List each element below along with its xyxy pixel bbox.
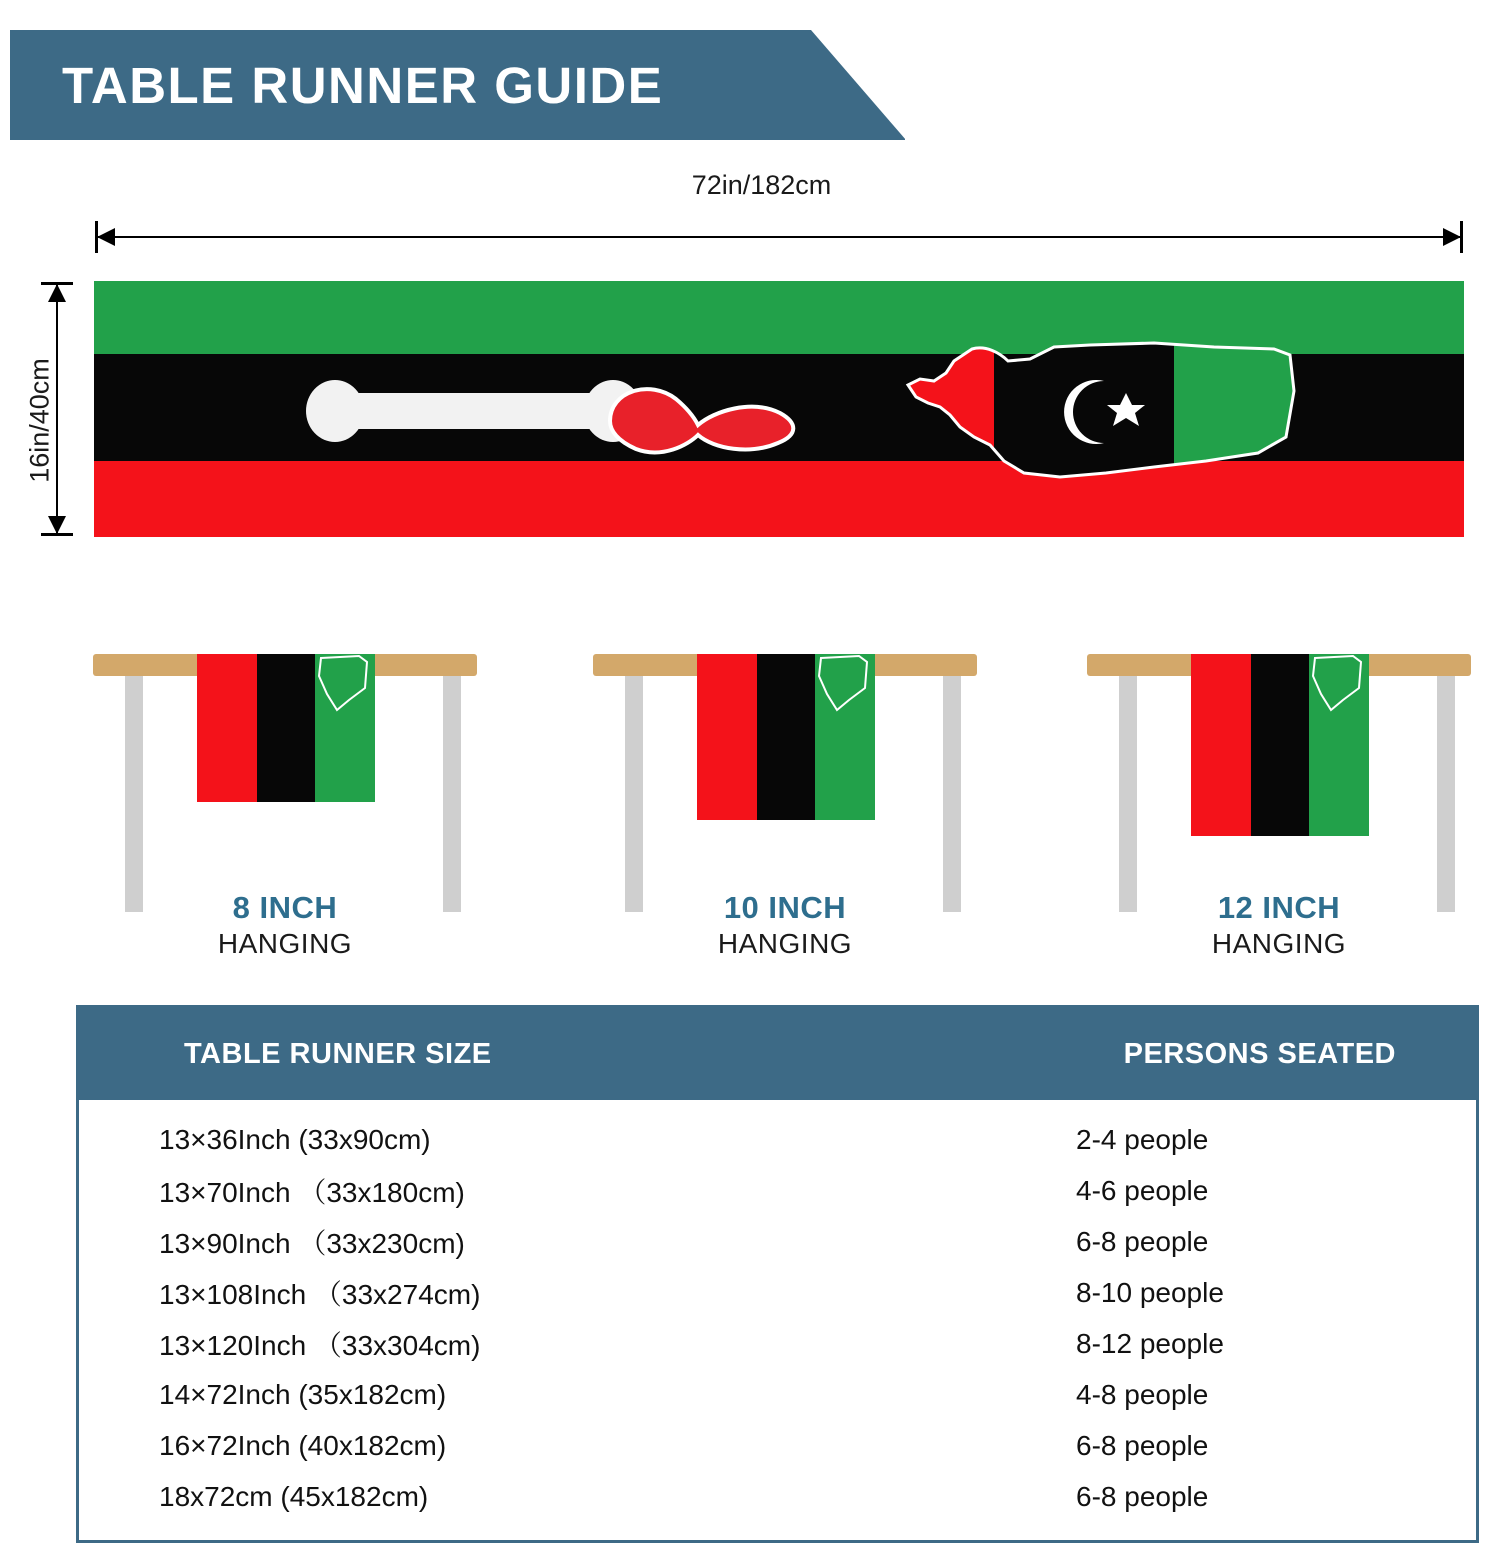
bone-icon xyxy=(324,393,624,429)
cell-size: 13×70Inch （33x180cm) xyxy=(159,1176,465,1208)
table-runner-preview xyxy=(94,281,1464,537)
table-row xyxy=(79,1114,1476,1165)
arrow-tip-right xyxy=(1443,228,1461,246)
arrow-tip-bottom xyxy=(48,516,66,534)
flag-stripe-red xyxy=(197,654,257,802)
table-body xyxy=(79,1100,1476,1540)
table-leg-right xyxy=(943,676,961,912)
arrow-tip-left xyxy=(97,228,115,246)
hanging-label xyxy=(93,890,477,960)
libya-map-flag-icon xyxy=(854,341,1304,481)
cell-size: 13×120Inch （33x304cm) xyxy=(159,1329,481,1361)
runner-flag-preview xyxy=(1191,654,1369,836)
cell-size: 13×108Inch （33x274cm) xyxy=(159,1278,481,1310)
cell-persons: 6-8 people xyxy=(1076,1429,1209,1461)
cell-size: 14×72Inch (35x182cm) xyxy=(159,1378,447,1410)
table-leg-left xyxy=(125,676,143,912)
cell-persons: 6-8 people xyxy=(1076,1480,1209,1512)
table-row xyxy=(79,1318,1476,1369)
column-header-persons: PERSONS SEATED xyxy=(1123,1037,1396,1070)
cell-persons: 6-8 people xyxy=(1076,1225,1209,1257)
table-header-row xyxy=(79,1008,1476,1100)
hanging-sub-label: HANGING xyxy=(717,928,853,959)
runner-flag-preview xyxy=(697,654,875,820)
table-leg-right xyxy=(1437,676,1455,912)
table-leg-left xyxy=(1119,676,1137,912)
table-leg-left xyxy=(625,676,643,912)
table-row xyxy=(79,1420,1476,1471)
cell-size: 13×90Inch （33x230cm) xyxy=(159,1227,465,1259)
cell-size: 18x72cm (45x182cm) xyxy=(159,1480,429,1512)
hanging-sub-label: HANGING xyxy=(1211,928,1347,959)
flag-stripe-black xyxy=(1251,654,1310,836)
cell-size: 16×72Inch (40x182cm) xyxy=(159,1429,447,1461)
table-leg-right xyxy=(443,676,461,912)
width-dimension-label xyxy=(0,170,1493,201)
arrow-tip-top xyxy=(48,284,66,302)
cell-size: 13×36Inch (33x90cm) xyxy=(159,1123,431,1155)
table-row xyxy=(79,1267,1476,1318)
hanging-label xyxy=(1087,890,1471,960)
flag-stripe-black xyxy=(757,654,816,820)
cell-persons: 8-10 people xyxy=(1076,1276,1224,1308)
header-banner xyxy=(10,30,905,140)
libya-map-icon xyxy=(1309,654,1365,716)
width-dimension-arrow xyxy=(95,236,1463,238)
hanging-label xyxy=(593,890,977,960)
width-dimension-text: 72in/182cm xyxy=(691,170,832,200)
cell-persons: 2-4 people xyxy=(1076,1123,1209,1155)
height-dimension-arrow xyxy=(56,282,58,536)
page-title: TABLE RUNNER GUIDE xyxy=(62,56,664,114)
heart-icon xyxy=(602,373,802,473)
hanging-size-label: 10 INCH xyxy=(723,890,847,925)
cell-persons: 4-8 people xyxy=(1076,1378,1209,1410)
cell-persons: 8-12 people xyxy=(1076,1327,1224,1359)
flag-stripe-red xyxy=(697,654,757,820)
size-chart-table xyxy=(76,1005,1479,1543)
runner-flag-preview xyxy=(197,654,375,802)
libya-map-icon xyxy=(815,654,871,716)
libya-map-icon xyxy=(315,654,371,716)
cell-persons: 4-6 people xyxy=(1076,1174,1209,1206)
height-dimension-text: 16in/40cm xyxy=(24,358,55,483)
table-row xyxy=(79,1471,1476,1522)
hanging-size-label: 8 INCH xyxy=(232,890,338,925)
table-row xyxy=(79,1165,1476,1216)
hanging-sub-label: HANGING xyxy=(217,928,353,959)
column-header-size: TABLE RUNNER SIZE xyxy=(184,1037,492,1070)
flag-stripe-black xyxy=(257,654,316,802)
table-row xyxy=(79,1216,1476,1267)
height-dimension-label xyxy=(25,321,56,521)
table-row xyxy=(79,1369,1476,1420)
hanging-size-label: 12 INCH xyxy=(1217,890,1341,925)
flag-stripe-red xyxy=(1191,654,1251,836)
